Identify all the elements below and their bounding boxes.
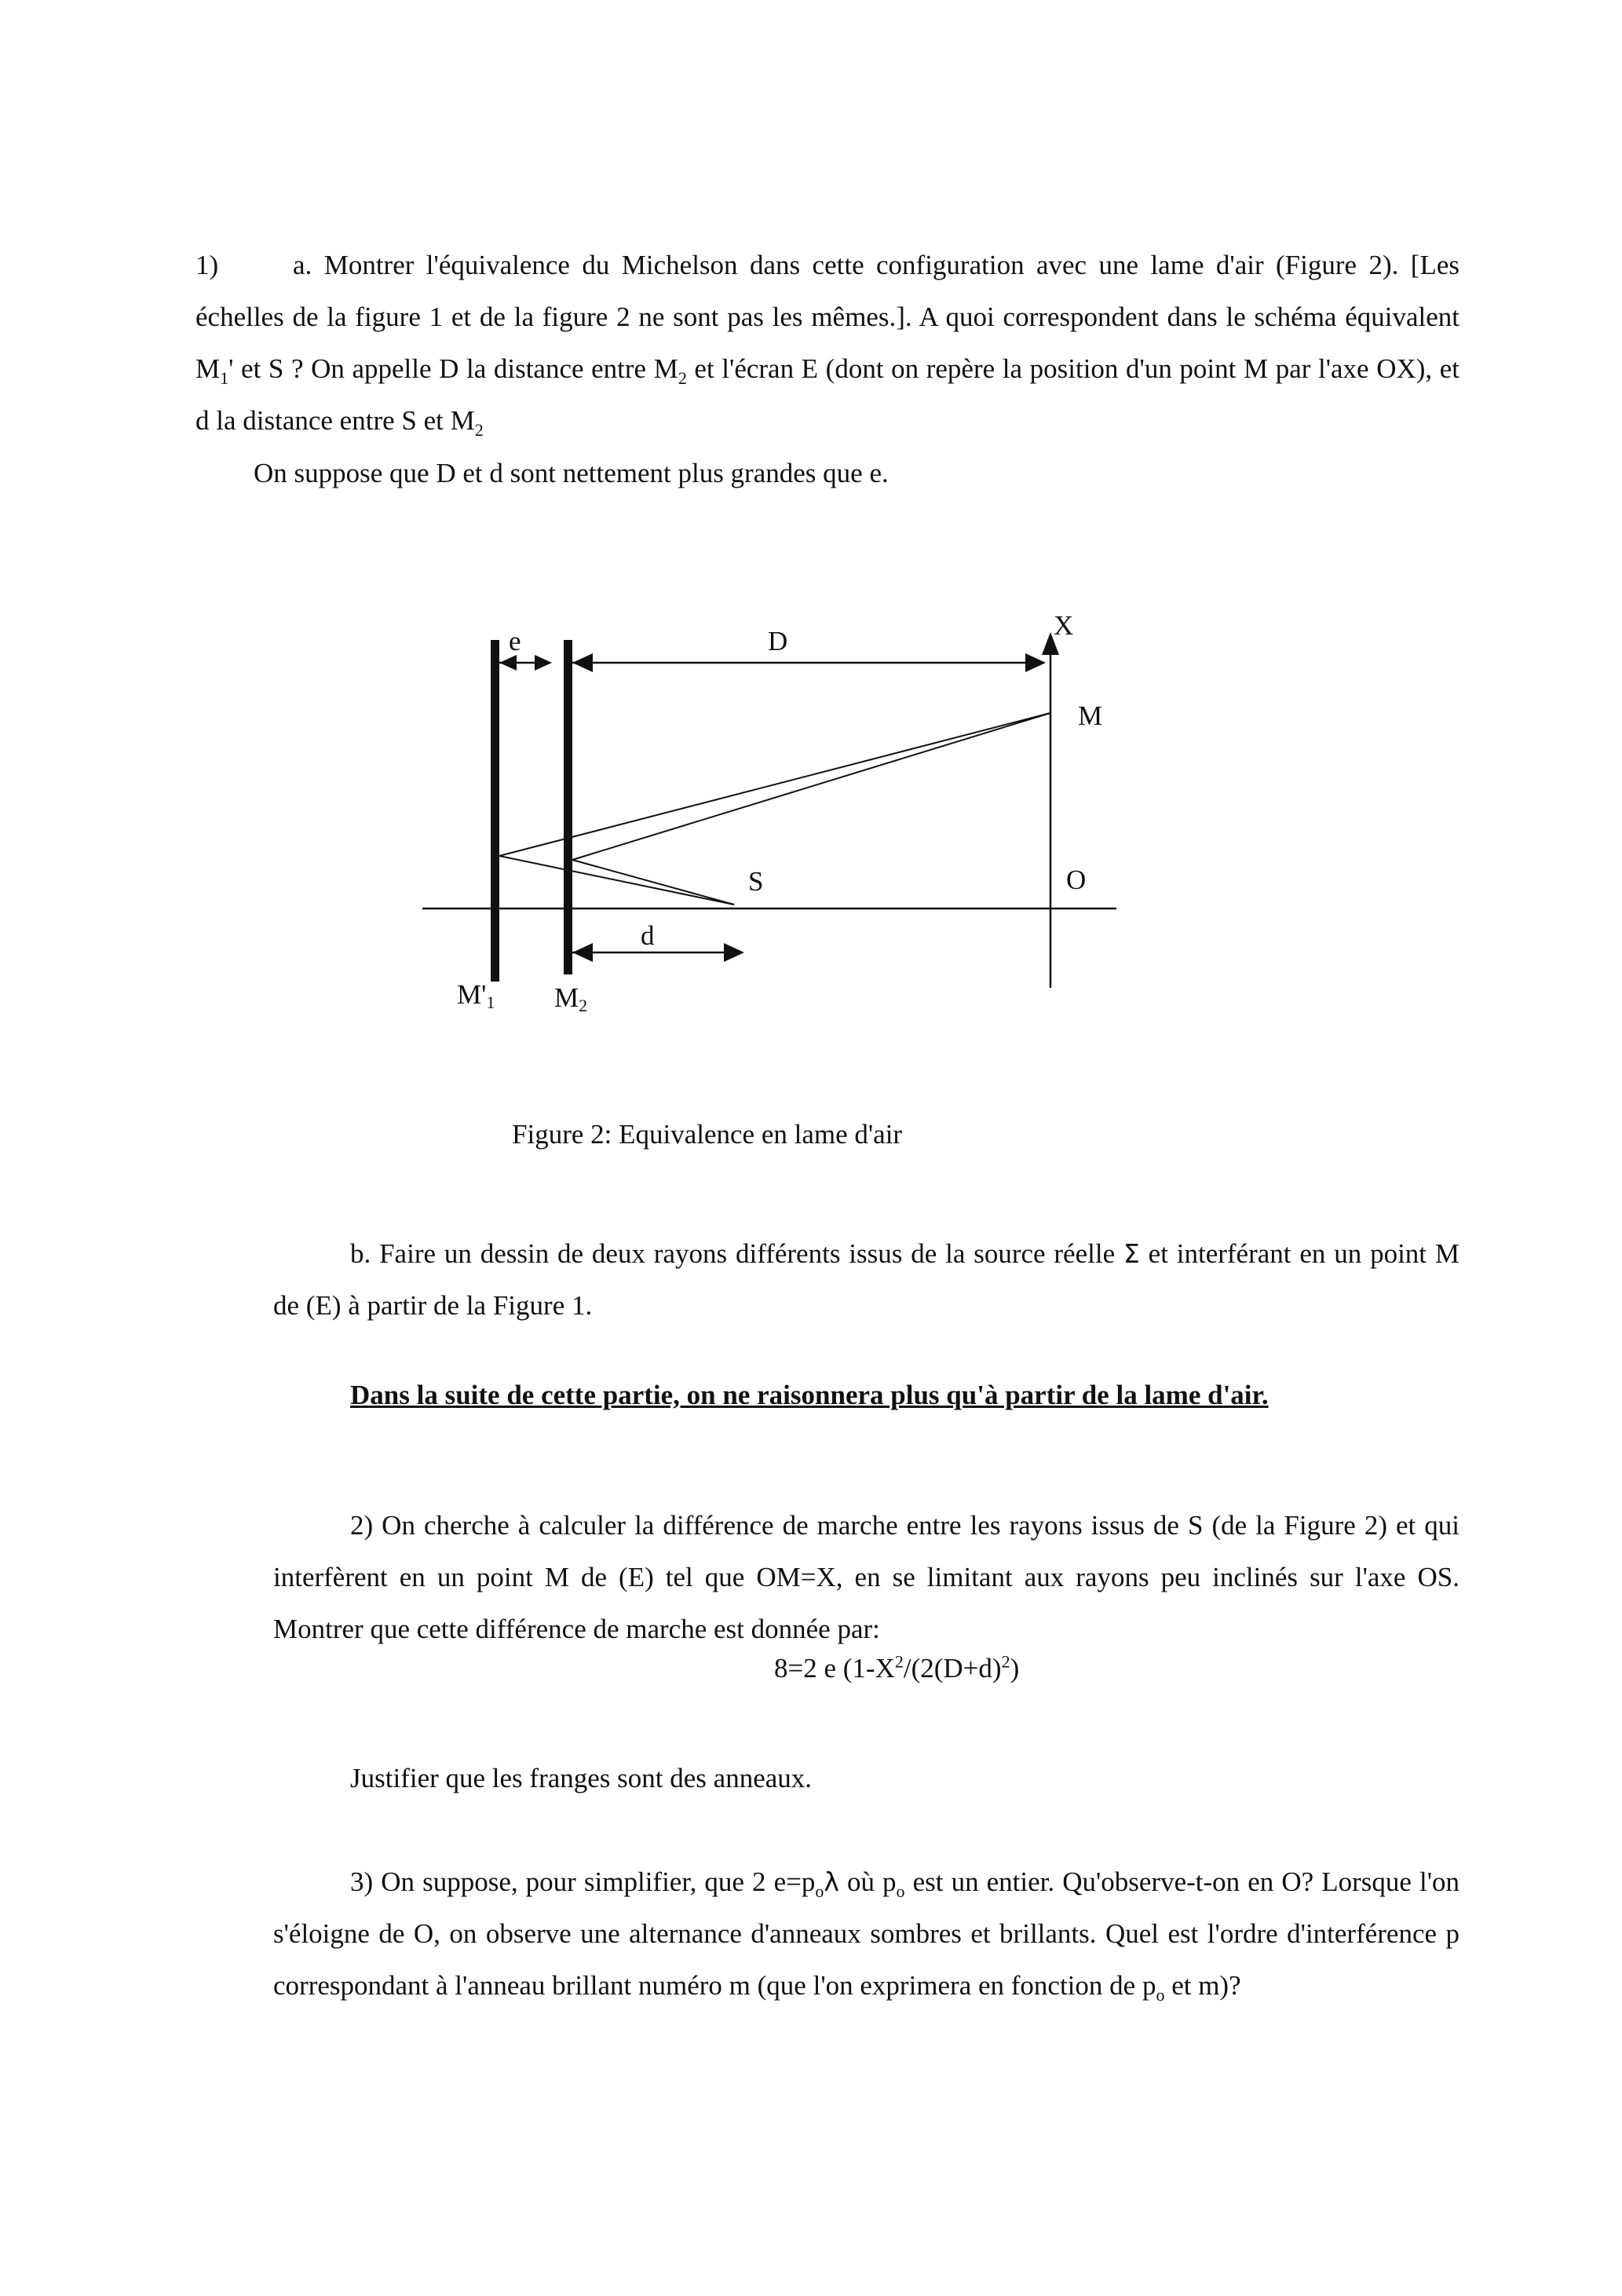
label-D: D <box>768 626 788 656</box>
label-O: O <box>1066 865 1087 895</box>
figure-2-caption: Figure 2: Equivalence en lame d'air <box>512 1119 903 1150</box>
mirror-m1-prime <box>491 640 499 982</box>
path-difference-formula: 8=2 e ($1-X^2/(2(D+d)^2)$ <box>774 1651 1020 1684</box>
d-arrow-left <box>572 653 593 672</box>
question-1a: 1) a. Montrer l'équivalence du Michelson dans cette configuration avec une lame d'air (Figure 2). [Les échelles de la figure 1 et de la figure 2 ne sont pas les mêmes.]. A quoi correspondent dans le schéma équivalent $M_1'$ et S ? On appelle D la distance entre $M_2$ et l'écran E (dont on repère la position d'un point M par l'axe OX), et d la distance entre S et $M_2$ <box>195 239 1459 447</box>
figure-2-diagram <box>0 0 1622 1099</box>
label-m2: M2 <box>554 982 588 1015</box>
d-arrow-right <box>1025 653 1046 672</box>
label-X: X <box>1054 610 1074 641</box>
e-arrow-left <box>499 655 517 671</box>
label-m1-prime: M'1 <box>457 979 495 1012</box>
question-number: 1) <box>195 250 219 280</box>
question-1b: b. Faire un dessin de deux rayons différents issus de la source réelle Σ et interférant en un point M de (E) à partir de la Figure 1. <box>273 1238 1459 1321</box>
label-e: e <box>509 626 521 656</box>
label-M: M <box>1078 700 1103 731</box>
label-S: S <box>748 866 764 897</box>
question-3: 3) On suppose, pour simplifier, que 2 $e=p_o\lambda$ où $p_o$ est un entier. Qu'observe-t-on en O? Lorsque l'on s'éloigne de O, on observe une alternance d'anneaux sombres et brillants. Quel est l'ordre d'interférence p correspondant à l'anneau brillant numéro m (que l'on exprimera en fonction de $p_o$ et m)? <box>273 1866 1460 2005</box>
ray-s-to-m2 <box>572 860 734 905</box>
ray-m2-to-m <box>572 713 1050 860</box>
sigma-symbol: Σ <box>1123 1238 1140 1269</box>
section-note: Dans la suite de cette partie, on ne raisonnera plus qu'à partir de la lame d'air. <box>350 1380 1269 1410</box>
small-d-arrow-left <box>572 943 593 962</box>
small-d-arrow-right <box>724 943 744 962</box>
assumption-text: On suppose que D et d sont nettement plus grandes que e. <box>254 458 889 488</box>
justify-rings-text: Justifier que les franges sont des anneaux. <box>350 1763 813 1793</box>
label-d: d <box>641 920 655 951</box>
lambda-symbol: λ <box>824 1866 839 1897</box>
e-arrow-right <box>535 655 552 671</box>
ray-m1-to-m <box>499 713 1050 856</box>
mirror-m2 <box>564 640 572 974</box>
question-2: 2) On cherche à calculer la différence de marche entre les rayons issus de S (de la Figure 2) et qui interfèrent en un point M de (E) tel que OM=X, en se limitant aux rayons peu inclinés sur l'axe OS. Montrer que cette différence de marche est donnée par: <box>273 1510 1459 1644</box>
ray-s-to-m1 <box>499 856 734 905</box>
